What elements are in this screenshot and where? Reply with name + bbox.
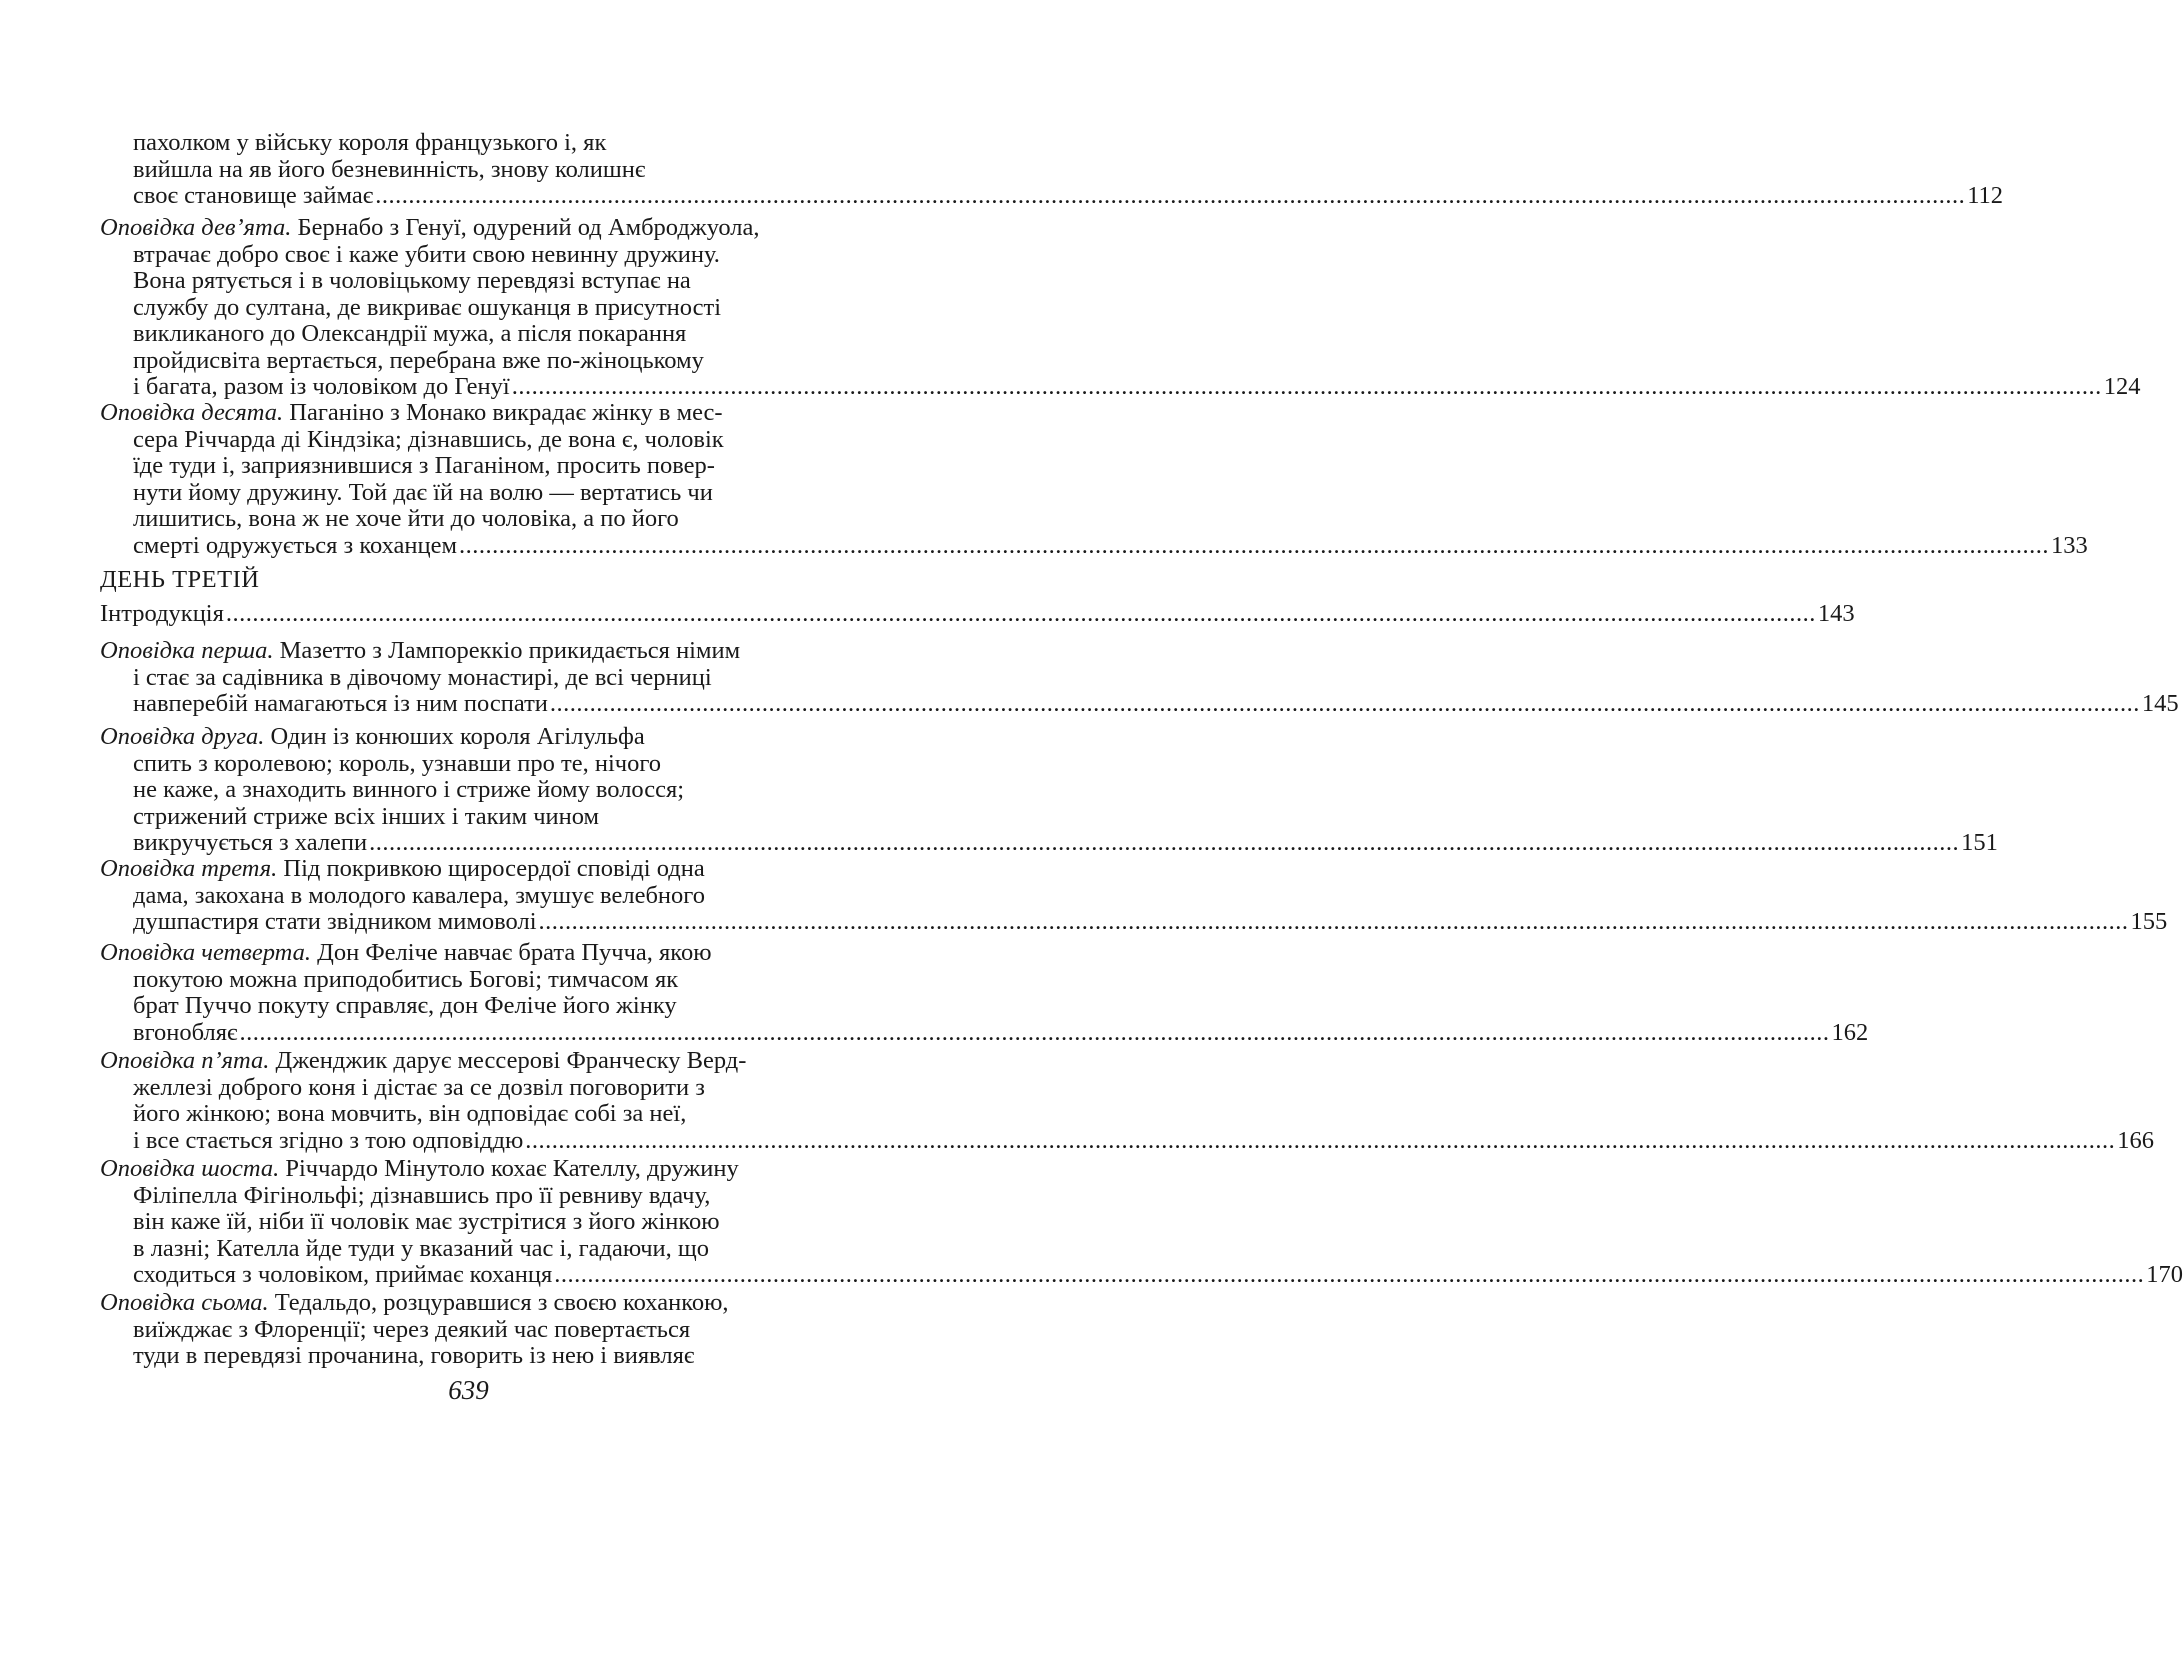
toc-entry-story-6: [100, 1155, 2183, 1289]
entry-last-line: [100, 531, 2088, 560]
entry-line: желлезі доброго коня і дістає за се дозвіл поговорити з: [133, 1073, 705, 1101]
toc-entry-story-7: [100, 1290, 837, 1370]
section-title: ДЕНЬ ТРЕТІЙ: [100, 566, 260, 593]
entry-line-text: Дженджик дарує мессерові Франческу Верд-: [269, 1047, 747, 1074]
entry-line: його жінкою; вона мовчить, він одповідає собі за неї,: [133, 1100, 687, 1127]
dot-leader: ................................................................................................................................................................................................................................................: [375, 182, 1966, 209]
entry-page-number: 151: [1961, 829, 1998, 856]
entry-line-text: Під покривкою щиросердої сповіді одна: [277, 855, 705, 882]
entry-line: не каже, а знаходить винного і стриже йому волосся;: [133, 776, 685, 803]
entry-line: викликаного до Олександрії мужа, а після покарання: [133, 320, 687, 347]
entry-page-number: 166: [2117, 1126, 2155, 1154]
entry-page-number: 124: [2103, 373, 2141, 400]
entry-line-text: вгонобляє: [133, 1018, 238, 1046]
entry-first-line: [100, 856, 837, 883]
story-label: Оповідка третя.: [100, 855, 278, 882]
entry-line: вийшла на яв його безневинність, знову колишнє: [133, 155, 646, 183]
dot-leader: ................................................................................................................................................................................................................................................: [369, 829, 1960, 856]
entry-first-line: [100, 1290, 837, 1317]
entry-line: службу до султана, де викриває ошуканця в присутності: [133, 293, 722, 321]
entry-first-line: [100, 215, 837, 242]
entry-line: Вона рятується і в чоловіцькому перевдязі вступає на: [133, 267, 691, 294]
entry-first-line: [100, 724, 837, 751]
entry-line-text: Інтродукція: [100, 600, 224, 627]
dot-leader: ................................................................................................................................................................................................................................................: [525, 1126, 2116, 1154]
toc-entry-introduction: [100, 600, 1855, 628]
entry-line: Філіпелла Фігінольфі; дізнавшись про її ревниву вдачу,: [133, 1181, 711, 1209]
entry-page-number: 155: [2130, 908, 2168, 935]
entry-line-text: навперебій намагаються із ним поспати: [133, 690, 548, 717]
entry-line: спить з королевою; король, узнавши про те, нічого: [133, 749, 662, 777]
toc-entry-story-1: [100, 637, 2179, 718]
entry-line: дама, закохана в молодого кавалера, змушує велебного: [133, 881, 705, 909]
entry-last-line: [100, 690, 2179, 718]
entry-last-line: [100, 829, 1998, 857]
page-number: 639: [448, 1375, 489, 1405]
entry-first-line: [100, 400, 837, 427]
entry-line-text: викручується з халепи: [133, 829, 368, 856]
dot-leader: ................................................................................................................................................................................................................................................: [511, 373, 2102, 400]
toc-entry-story-5: [100, 1047, 2155, 1154]
entry-line: нути йому дружину. Той дає їй на волю — вертатись чи: [133, 478, 713, 506]
entry-line: лишитись, вона ж не хоче йти до чоловіка, а по його: [133, 505, 679, 532]
entry-line: він каже їй, ніби її чоловік має зустрітися з його жінкою: [133, 1208, 720, 1235]
dot-leader: ................................................................................................................................................................................................................................................: [239, 1018, 1830, 1046]
entry-last-line: [100, 1126, 2155, 1155]
entry-line: і стає за садівника в дівочому монастирі, де всі черниці: [133, 663, 712, 691]
story-label: Оповідка сьома.: [100, 1289, 269, 1316]
entry-first-line: [100, 1048, 837, 1075]
toc-entry-story-4: [100, 939, 1869, 1046]
story-label: Оповідка дев’ята.: [100, 214, 292, 241]
entry-line-text: Один із конюших короля Агілульфа: [264, 723, 645, 750]
entry-last-line: [100, 182, 2004, 210]
entry-line-text: Паганіно з Монако викрадає жінку в мес-: [283, 399, 723, 426]
entry-first-line: [100, 940, 837, 967]
story-label: Оповідка п’ята.: [100, 1047, 270, 1074]
entry-line: виїжджає з Флоренції; через деякий час повертається: [133, 1315, 691, 1343]
entry-page-number: 143: [1817, 600, 1855, 627]
entry-line: туди в перевдязі прочанина, говорить із нею і виявляє: [133, 1342, 695, 1369]
entry-line: їде туди і, заприязнившися з Паганіном, просить повер-: [133, 452, 715, 479]
entry-last-line: [100, 1018, 1869, 1047]
story-label: Оповідка друга.: [100, 723, 265, 750]
entry-last-line: [100, 908, 2168, 936]
entry-line-text: сходиться з чоловіком, приймає коханця: [133, 1261, 553, 1288]
entry-line-text: Мазетто з Лампореккіо прикидається німим: [273, 637, 741, 664]
entry-first-line: [100, 1156, 837, 1183]
entry-line-text: Тедальдо, розцуравшися з своєю коханкою,: [268, 1289, 729, 1316]
entry-line-text: душпастиря стати звідником мимоволі: [133, 908, 537, 935]
entry-line: брат Пуччо покуту справляє, дон Феліче його жінку: [133, 992, 677, 1019]
story-label: Оповідка шоста.: [100, 1155, 280, 1182]
dot-leader: ................................................................................................................................................................................................................................................: [554, 1261, 2145, 1288]
entry-page-number: 170: [2146, 1261, 2183, 1288]
dot-leader: ................................................................................................................................................................................................................................................: [538, 908, 2129, 935]
entry-line-text: Бернабо з Генуї, одурений од Амброджуола,: [291, 214, 760, 241]
entry-line-text: Річчардо Мінутоло кохає Кателлу, дружину: [279, 1155, 739, 1182]
entry-line-text: і багата, разом із чоловіком до Генуї: [133, 373, 510, 400]
entry-line: сера Річчарда ді Кіндзіка; дізнавшись, де вона є, чоловік: [133, 425, 724, 453]
entry-line: пройдисвіта вертається, перебрана вже по-жіноцькому: [133, 346, 704, 374]
entry-page-number: 133: [2051, 531, 2088, 559]
dot-leader: ................................................................................................................................................................................................................................................: [459, 531, 2050, 559]
dot-leader: ................................................................................................................................................................................................................................................: [225, 600, 1816, 627]
story-label: Оповідка четверта.: [100, 939, 311, 966]
entry-line: в лазні; Кателла йде туди у вказаний час і, гадаючи, що: [133, 1234, 710, 1262]
entry-last-line: [100, 373, 2141, 401]
story-label: Оповідка перша.: [100, 637, 274, 664]
toc-entry-story-3: [100, 855, 2168, 936]
entry-last-line: [100, 600, 1855, 628]
toc-entry-story-2: [100, 723, 1998, 857]
entry-line: покутою можна приподобитись Богові; тимчасом як: [133, 965, 679, 993]
entry-line: пахолком у війську короля французького і, як: [133, 129, 607, 156]
entry-line: втрачає добро своє і каже убити свою невинну дружину.: [133, 240, 720, 268]
entry-line-text: смерті одружується з коханцем: [133, 531, 458, 559]
toc-entry-story-9: [100, 214, 2141, 401]
entry-last-line: [100, 1261, 2183, 1289]
toc-entry-story-10: [100, 399, 2088, 559]
entry-page-number: 145: [2141, 690, 2179, 717]
entry-line-text: Дон Феліче навчає брата Пучча, якою: [311, 939, 712, 966]
entry-page-number: 112: [1967, 182, 2004, 209]
entry-line: стрижений стриже всіх інших і таким чином: [133, 802, 600, 830]
entry-first-line: [100, 638, 837, 665]
dot-leader: ................................................................................................................................................................................................................................................: [549, 690, 2140, 717]
entry-page-number: 162: [1831, 1018, 1869, 1046]
story-label: Оповідка десята.: [100, 399, 284, 426]
toc-entry-continued: [100, 129, 2004, 210]
entry-line-text: і все стається згідно з тою одповіддю: [133, 1126, 524, 1154]
entry-line-text: своє становище займає: [133, 182, 374, 209]
